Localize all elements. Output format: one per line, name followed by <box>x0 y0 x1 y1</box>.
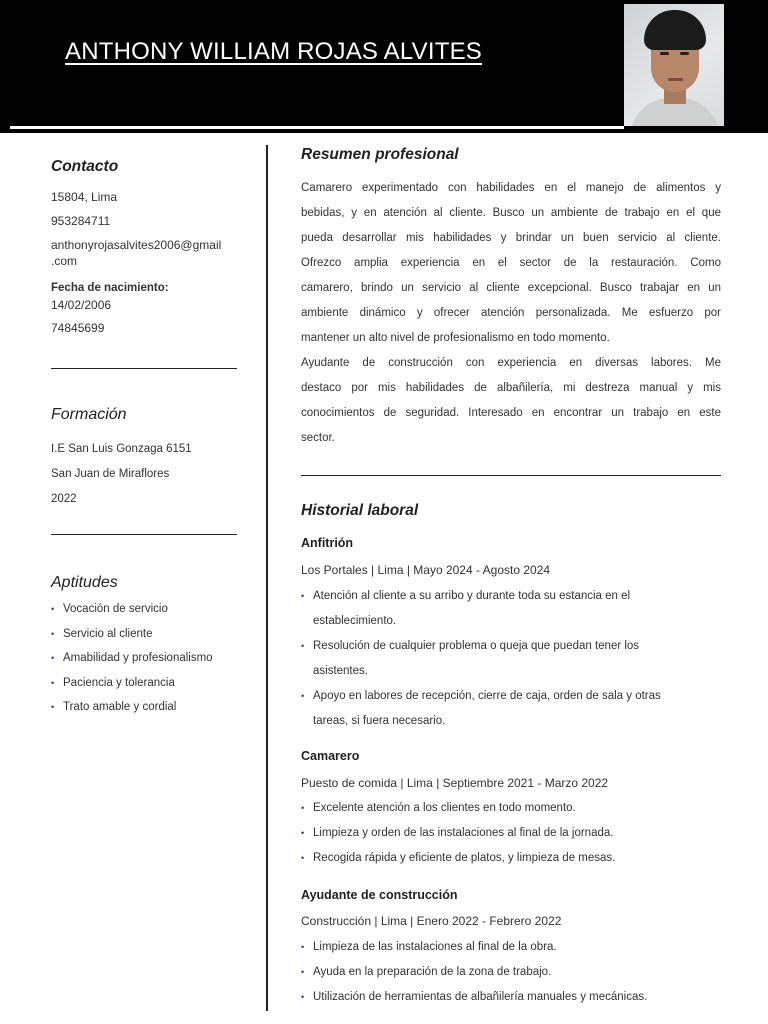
skill-item: • Servicio al cliente <box>51 622 241 647</box>
summary-text <box>301 176 721 451</box>
summary-line: Camarero experimentado con habilidades en el manejo de alimentos y <box>301 182 721 194</box>
job-bullet: • Resolución de cualquier problema o queja que puedan tener los asistentes. <box>301 634 721 684</box>
birth-date: 14/02/2006 <box>51 298 112 312</box>
left-divider <box>51 534 237 535</box>
right-divider <box>301 475 721 476</box>
left-divider <box>51 368 237 369</box>
column-separator <box>266 145 268 1011</box>
contact-email-line1: anthonyrojasalvites2006@gmail <box>51 238 222 252</box>
candidate-name: ANTHONY WILLIAM ROJAS ALVITES <box>65 38 483 65</box>
header-banner <box>0 0 768 133</box>
job-bullet: • Utilización de herramientas de albañilería manuales y mecánicas. <box>301 985 721 1010</box>
job-title: Camarero <box>301 749 360 763</box>
job-bullet: • Limpieza de las instalaciones al final de la obra. <box>301 935 721 960</box>
summary-title: Resumen profesional <box>301 146 459 163</box>
header-rule <box>10 126 624 129</box>
education-title: Formación <box>51 406 127 423</box>
birth-label: Fecha de nacimiento: <box>51 282 169 294</box>
skill-item: • Amabilidad y profesionalismo <box>51 646 241 671</box>
contact-title: Contacto <box>51 158 119 175</box>
job-bullets <box>301 935 721 1010</box>
skill-item: • Trato amable y cordial <box>51 695 241 720</box>
summary-line: Ayudante de construcción con experiencia en diversas labores. Me <box>301 357 721 369</box>
summary-line: conocimientos de seguridad. Interesado en encontrar un trabajo en este <box>301 407 721 419</box>
summary-line: camarero, brindo un servicio al cliente excepcional. Busco trabajar en un <box>301 282 721 294</box>
job-bullet: • Recogida rápida y eficiente de platos, y limpieza de mesas. <box>301 846 721 871</box>
skill-item: • Paciencia y tolerancia <box>51 671 241 696</box>
education-year: 2022 <box>51 493 77 505</box>
summary-line: Ofrezco amplia experiencia en el sector de la restauración. Como <box>301 257 721 269</box>
summary-line: ambiente dinámico y ofrecer atención personalizada. Me esfuerzo por <box>301 307 721 319</box>
skills-title: Aptitudes <box>51 574 118 591</box>
education-school: I.E San Luis Gonzaga 6151 <box>51 443 192 455</box>
education-location: San Juan de Miraflores <box>51 468 170 480</box>
summary-line: pueda desarrollar mis habilidades y brindar un buen servicio al cliente. <box>301 232 721 244</box>
job-bullet: • Limpieza y orden de las instalaciones al final de la jornada. <box>301 821 721 846</box>
job-meta: Puesto de comida | Lima | Septiembre 2021 - Marzo 2022 <box>301 776 609 790</box>
job-bullet: • Atención al cliente a su arribo y durante toda su estancia en el establecimiento. <box>301 584 721 634</box>
job-bullet: • Ayuda en la preparación de la zona de trabajo. <box>301 960 721 985</box>
id-number: 74845699 <box>51 321 105 335</box>
profile-photo <box>624 4 724 126</box>
contact-phone: 953284711 <box>51 214 111 228</box>
summary-line: destaco por mis habilidades de albañilería, mi destreza manual y mis <box>301 382 721 394</box>
job-meta: Los Portales | Lima | Mayo 2024 - Agosto 2024 <box>301 563 551 577</box>
job-bullet: • Excelente atención a los clientes en todo momento. <box>301 796 721 821</box>
contact-email <box>51 237 221 269</box>
skills-list <box>51 597 241 720</box>
contact-address: 15804, Lima <box>51 190 118 204</box>
job-bullet: • Apoyo en labores de recepción, cierre de caja, orden de sala y otras tareas, si fuera necesario. <box>301 684 721 734</box>
history-title: Historial laboral <box>301 502 419 519</box>
job-title: Anfitrión <box>301 536 354 550</box>
skill-item: • Vocación de servicio <box>51 597 241 622</box>
contact-email-line2: .com <box>51 254 78 268</box>
job-meta: Construcción | Lima | Enero 2022 - Febrero 2022 <box>301 914 562 928</box>
job-bullets <box>301 584 721 734</box>
job-bullets <box>301 796 721 871</box>
summary-line: mantener un alto nivel de profesionalismo en todo momento. <box>301 332 610 344</box>
job-title: Ayudante de construcción <box>301 888 458 902</box>
summary-line: sector. <box>301 432 335 444</box>
summary-line: bebidas, y en atención al cliente. Busco un ambiente de trabajo en el que <box>301 207 721 219</box>
